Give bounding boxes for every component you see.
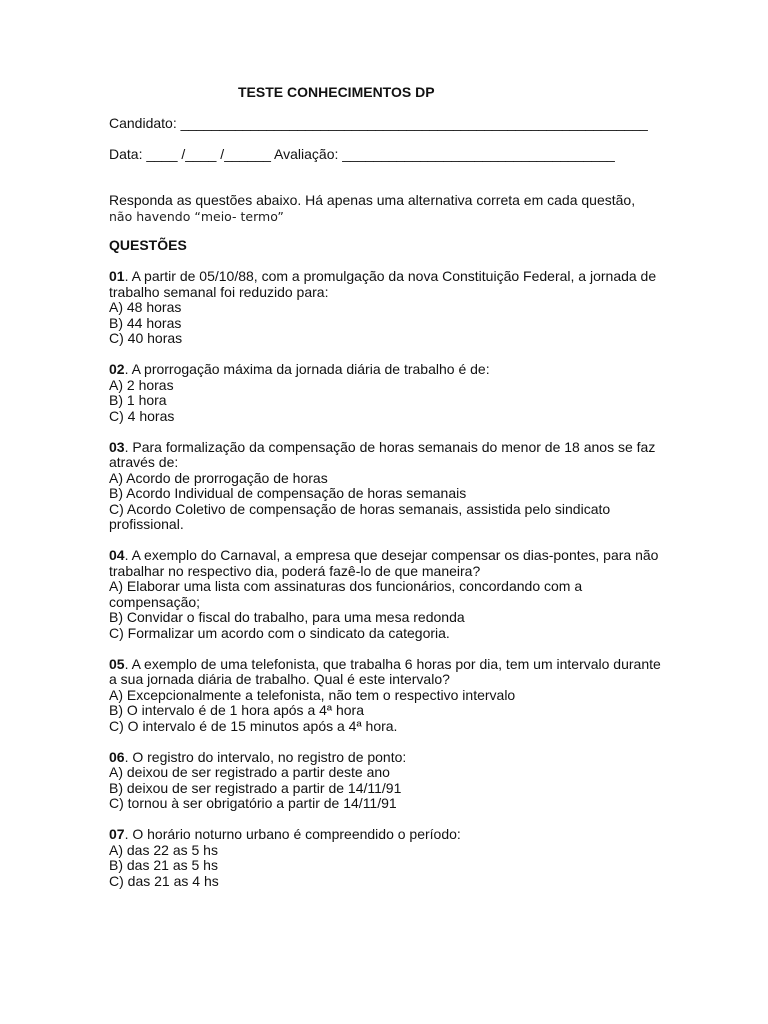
question-body: . O registro do intervalo, no registro de ponto: [124,748,407,765]
option-c: C) 4 horas [109,407,175,424]
question-text [109,548,669,579]
option-a: A) deixou de ser registrado a partir deste ano [109,764,390,780]
option-a: A) Acordo de prorrogação de horas [109,469,328,486]
question-number: 02 [109,361,125,377]
question-body: . Para formalização da compensação de horas semanais do menor de 18 anos se faz através de: [109,438,656,470]
question-text [109,750,669,766]
instructions-line-1: Responda as questões abaixo. Há apenas uma alternativa correta em cada questão, [109,192,636,208]
question-07 [109,827,669,889]
question-number: 05 [109,655,125,672]
instructions [109,193,669,224]
option-c: C) tornou à ser obrigatório a partir de 14/11/91 [109,795,397,811]
option-c: C) das 21 as 4 hs [109,872,219,889]
option-a: A) Elaborar uma lista com assinaturas dos funcionários, concordando com a compensação; [109,578,583,610]
question-03 [109,440,669,533]
question-06 [109,750,669,812]
question-02 [109,362,669,424]
question-text [109,657,669,688]
question-text [109,269,669,300]
question-body: . A exemplo do Carnaval, a empresa que desejar compensar os dias-pontes, para não trabalhar no respectivo dia, poderá fazê-lo de que maneira? [109,547,659,579]
option-a: A) 2 horas [109,376,174,393]
document-title: TESTE CONHECIMENTOS DP [238,84,435,100]
questions-heading: QUESTÕES [109,237,187,253]
question-body: . A exemplo de uma telefonista, que trabalha 6 horas por dia, tem um intervalo durante a sua jornada diária de trabalho. Qual é este intervalo? [109,655,661,687]
option-b: B) deixou de ser registrado a partir de 14/11/91 [109,779,402,796]
option-b: B) O intervalo é de 1 hora após a 4ª hora [109,702,365,718]
instructions-line-2: não havendo “meio- termo” [109,208,284,224]
question-text [109,827,669,843]
question-number: 07 [109,826,125,842]
option-a: A) Excepcionalmente a telefonista, não tem o respectivo intervalo [109,686,516,703]
option-c: C) O intervalo é de 15 minutos após a 4ª hora. [109,717,398,734]
question-number: 01 [109,268,125,284]
candidate-field: Candidato: ____________________________________________________________ [109,115,648,131]
question-body: . A partir de 05/10/88, com a promulgação da nova Constituição Federal, a jornada de trabalho semanal foi reduzido para: [109,268,657,300]
option-b: B) Convidar o fiscal do trabalho, para uma mesa redonda [109,609,465,625]
question-text [109,362,669,378]
option-b: B) 44 horas [109,314,182,331]
option-a: A) 48 horas [109,299,182,315]
option-a: A) das 22 as 5 hs [109,841,218,858]
questions-list [109,269,669,905]
date-evaluation-field: Data: ____ /____ /______ Avaliação: ___________________________________ [109,146,615,162]
option-c: C) 40 horas [109,330,183,346]
option-b: B) 1 hora [109,392,167,408]
question-05 [109,657,669,735]
option-c: C) Acordo Coletivo de compensação de horas semanais, assistida pelo sindicato profissional. [109,500,611,532]
question-number: 06 [109,748,125,765]
question-text [109,440,669,471]
question-body: . A prorrogação máxima da jornada diária de trabalho é de: [124,361,490,377]
option-b: B) Acordo Individual de compensação de horas semanais [109,485,467,501]
option-c: C) Formalizar um acordo com o sindicato da categoria. [109,624,450,641]
question-body: . O horário noturno urbano é compreendido o período: [124,826,461,842]
option-b: B) das 21 as 5 hs [109,857,218,873]
question-number: 03 [109,438,125,455]
question-04 [109,548,669,641]
question-01 [109,269,669,347]
question-number: 04 [109,547,125,563]
